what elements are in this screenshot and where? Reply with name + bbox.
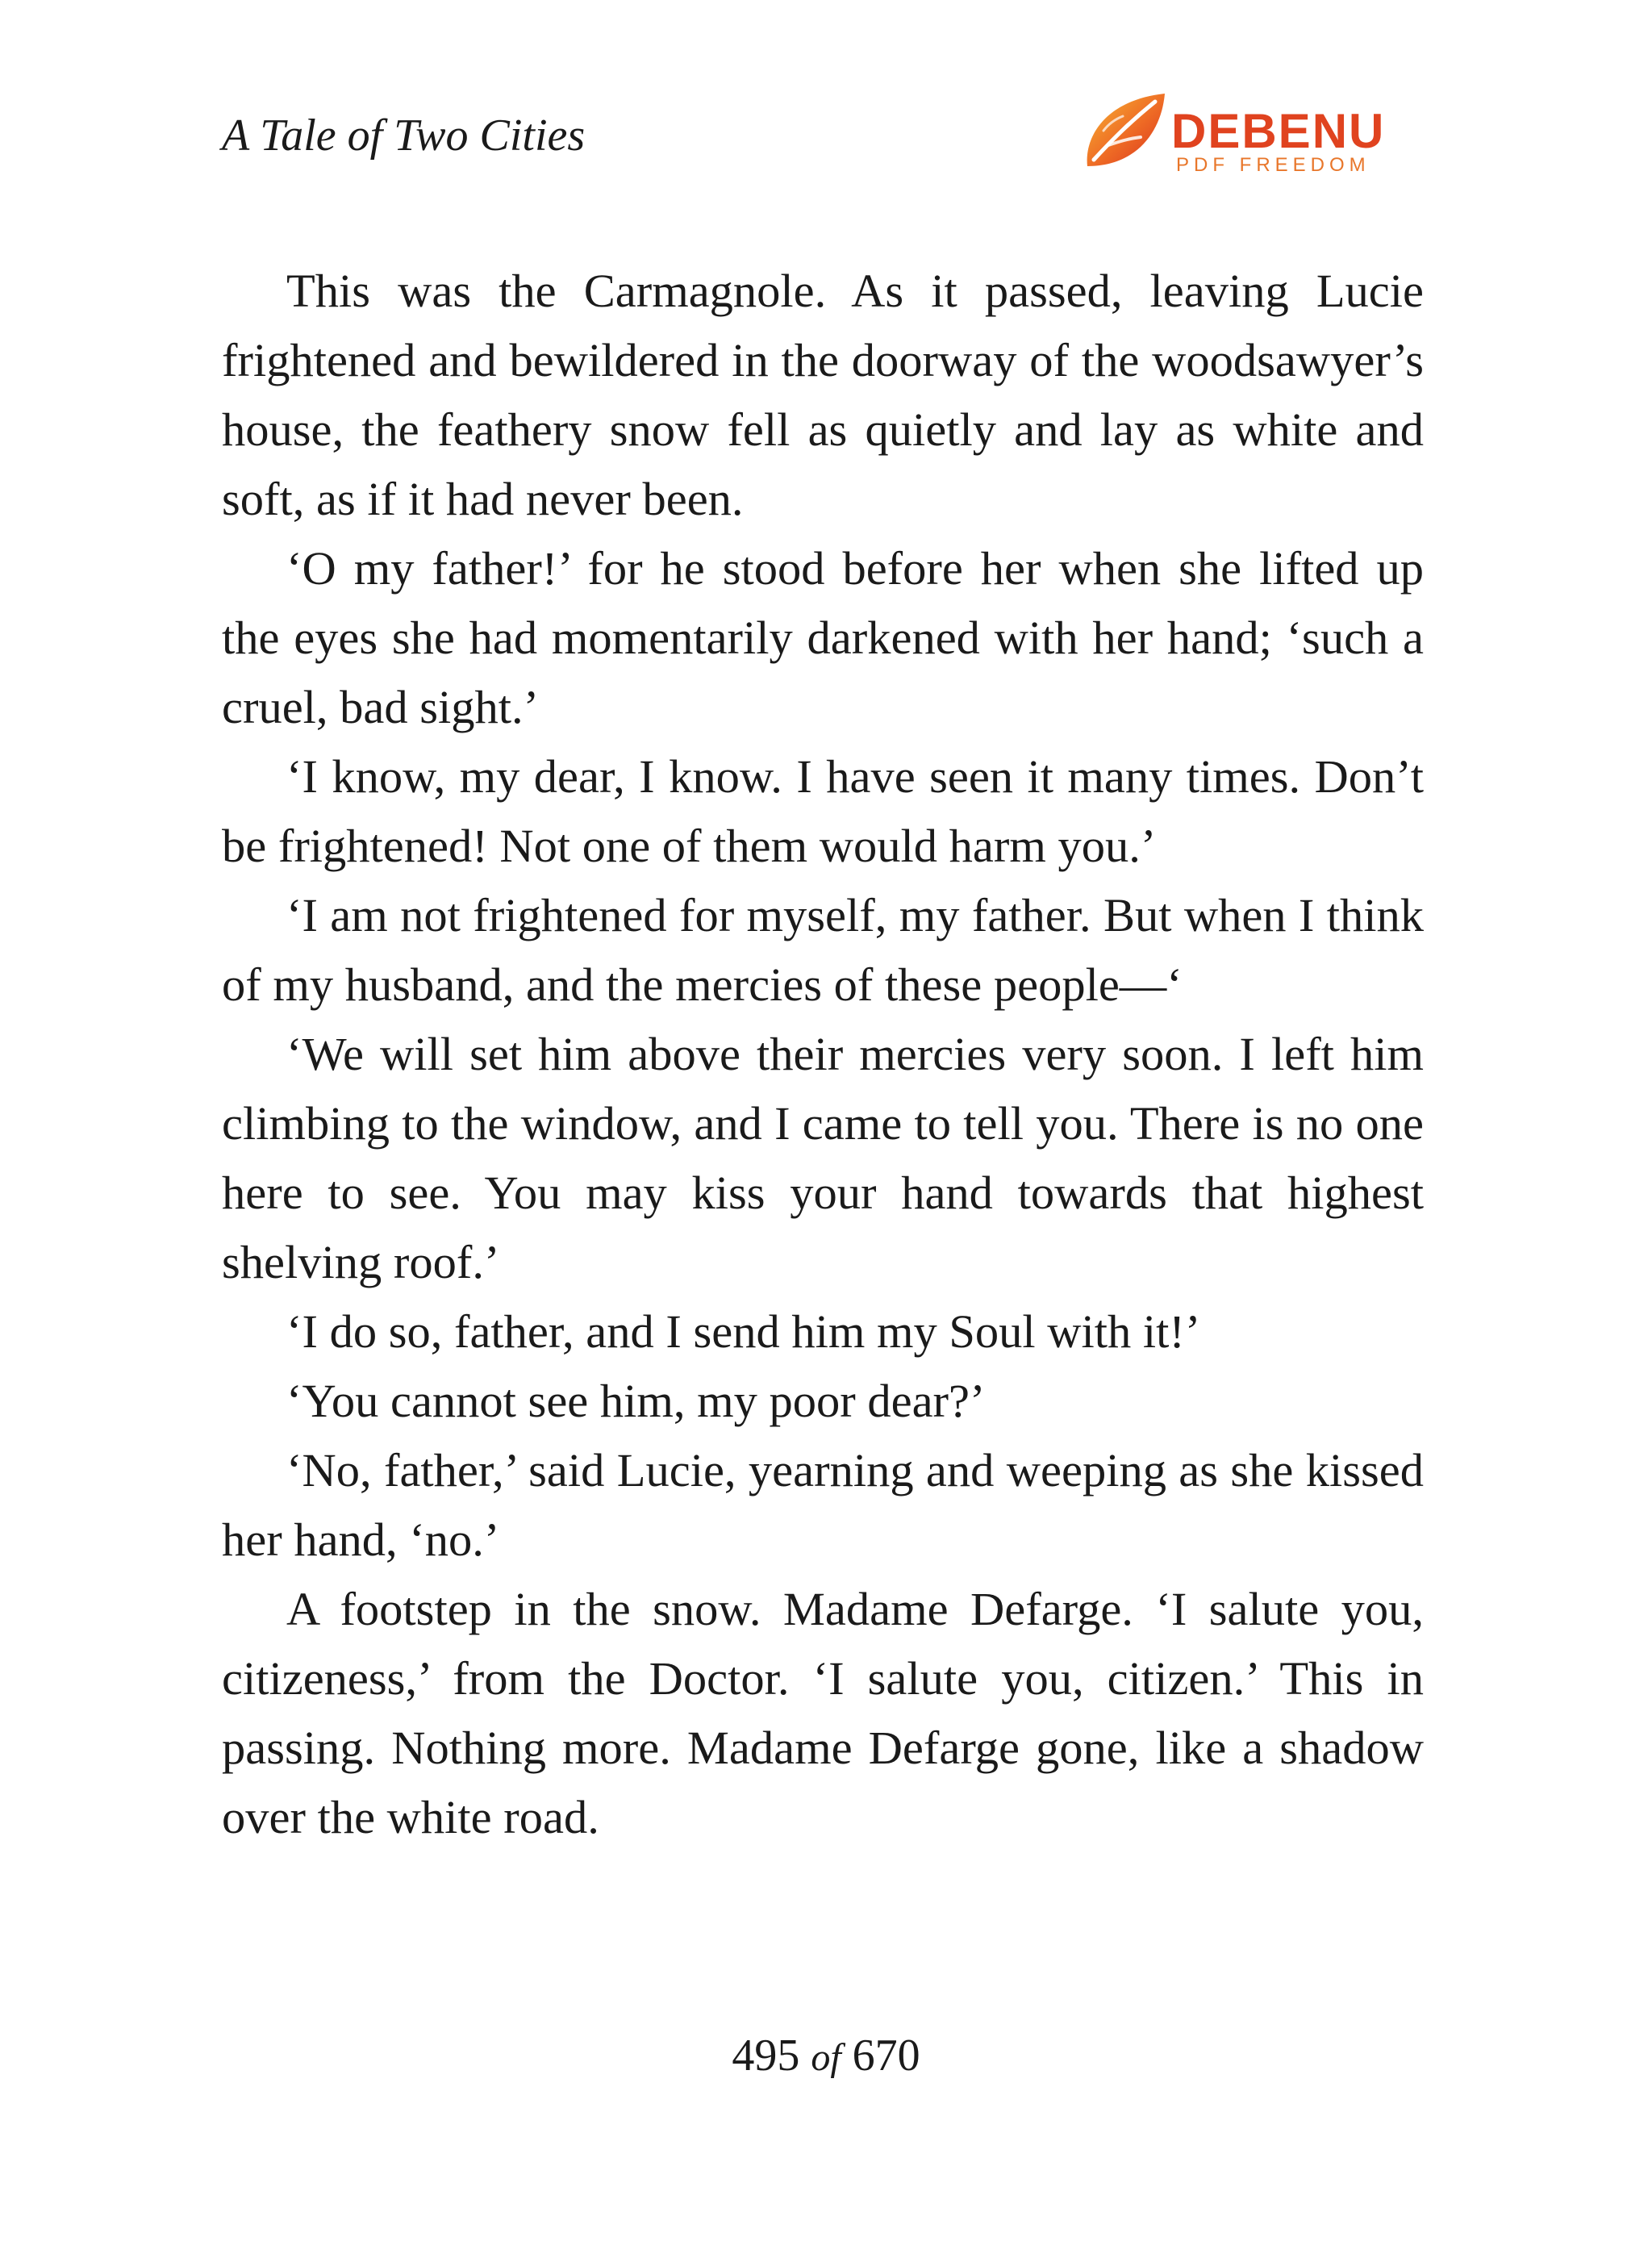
page-of-label: of bbox=[811, 2036, 841, 2079]
logo-tagline: PDF FREEDOM bbox=[1176, 154, 1370, 176]
total-page-count: 670 bbox=[852, 2031, 920, 2081]
paragraph: A footstep in the snow. Madame Defarge. ‘I salute you, citizeness,’ from the Doctor. ‘I salute you, citizen.’ This in passing. Nothing more. Madame Defarge gone, like a shadow over the white road. bbox=[222, 1583, 1424, 1843]
logo-wordmark: DEBENU bbox=[1171, 104, 1386, 158]
running-header-book-title: A Tale of Two Cities bbox=[222, 111, 586, 161]
debenu-leaf-icon bbox=[1081, 89, 1171, 176]
paragraph: ‘We will set him above their mercies very soon. I left him climbing to the window, and I came to tell you. There is no one here to see. You may kiss your hand towards that highest shelving roof.’ bbox=[222, 1028, 1424, 1288]
page-number bbox=[0, 2023, 1652, 2090]
paragraph: This was the Carmagnole. As it passed, leaving Lucie frightened and bewildered in the doorway of the woodsawyer’s house, the feathery snow fell as quietly and lay as white and soft, as if it had never been. bbox=[222, 265, 1424, 525]
page-body-text bbox=[222, 257, 1424, 1852]
paragraph: ‘O my father!’ for he stood before her when she lifted up the eyes she had momentarily darkened with her hand; ‘such a cruel, bad sight.’ bbox=[222, 542, 1424, 733]
paragraph: ‘No, father,’ said Lucie, yearning and weeping as she kissed her hand, ‘no.’ bbox=[222, 1444, 1424, 1566]
paragraph: ‘I know, my dear, I know. I have seen it many times. Don’t be frightened! Not one of them would harm you.’ bbox=[222, 750, 1424, 872]
paragraph: ‘I am not frightened for myself, my father. But when I think of my husband, and the mercies of these people—‘ bbox=[222, 889, 1424, 1011]
paragraph: ‘You cannot see him, my poor dear?’ bbox=[286, 1375, 986, 1427]
paragraph: ‘I do so, father, and I send him my Soul with it!’ bbox=[286, 1305, 1201, 1358]
current-page-number: 495 bbox=[732, 2031, 800, 2081]
debenu-logo bbox=[1081, 89, 1386, 177]
